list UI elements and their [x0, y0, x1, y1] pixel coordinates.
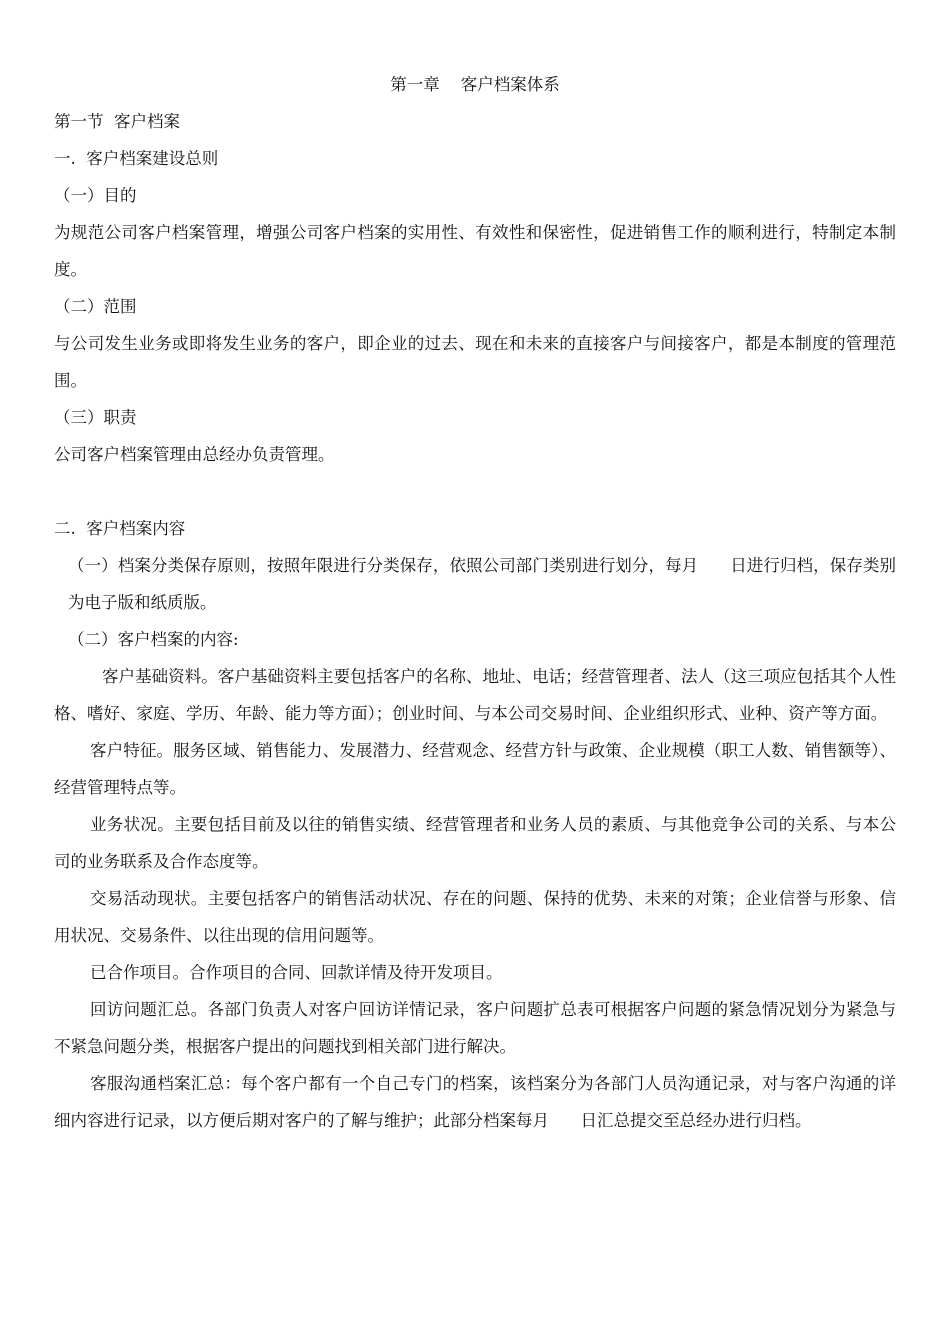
purpose-heading: （一）目的: [54, 186, 137, 205]
scope-heading: （二）范围: [54, 297, 137, 316]
spacer: [54, 473, 896, 510]
content-item-business: 业务状况。主要包括目前及以往的销售实绩、经营管理者和业务人员的素质、与其他竞争公司的关系、与本公司的业务联系及合作态度等。: [54, 815, 896, 871]
part1-heading: 一. 客户档案建设总则: [54, 149, 219, 168]
content-item-projects: 已合作项目。合作项目的合同、回款详情及待开发项目。: [90, 963, 503, 982]
chapter-title: 第一章 客户档案体系: [390, 75, 560, 94]
content-item-features: 客户特征。服务区域、销售能力、发展潜力、经营观念、经营方针与政策、企业规模（职工人数、销售额等）、经营管理特点等。: [54, 741, 896, 797]
responsibility-heading: （三）职责: [54, 408, 137, 427]
document-page: [54, 66, 896, 1139]
content-item-basic: 客户基础资料。客户基础资料主要包括客户的名称、地址、电话；经营管理者、法人（这三项应包括其个人性格、嗜好、家庭、学历、年龄、能力等方面）；创业时间、与本公司交易时间、企业组织形式、业种、资产等方面。: [54, 667, 896, 723]
section-heading: 第一节 客户档案: [54, 112, 180, 131]
part2-heading: 二. 客户档案内容: [54, 519, 186, 538]
archive-principle-text: （一）档案分类保存原则，按照年限进行分类保存，依照公司部门类别进行划分，每月 日进行归档，保存类别为电子版和纸质版。: [68, 556, 896, 612]
contents-heading: （二）客户档案的内容:: [68, 630, 239, 649]
scope-text: 与公司发生业务或即将发生业务的客户，即企业的过去、现在和未来的直接客户与间接客户，都是本制度的管理范围。: [54, 334, 896, 390]
purpose-text: 为规范公司客户档案管理，增强公司客户档案的实用性、有效性和保密性，促进销售工作的顺利进行，特制定本制度。: [54, 223, 896, 279]
content-item-service: 客服沟通档案汇总：每个客户都有一个自己专门的档案，该档案分为各部门人员沟通记录，对与客户沟通的详细内容进行记录，以方便后期对客户的了解与维护；此部分档案每月 日汇总提交至总经办进行归档。: [54, 1074, 896, 1130]
responsibility-text: 公司客户档案管理由总经办负责管理。: [54, 445, 335, 464]
content-item-trading: 交易活动现状。主要包括客户的销售活动状况、存在的问题、保持的优势、未来的对策；企业信誉与形象、信用状况、交易条件、以往出现的信用问题等。: [54, 889, 896, 945]
content-item-followup: 回访问题汇总。各部门负责人对客户回访详情记录，客户问题扩总表可根据客户问题的紧急情况划分为紧急与不紧急问题分类，根据客户提出的问题找到相关部门进行解决。: [54, 1000, 896, 1056]
